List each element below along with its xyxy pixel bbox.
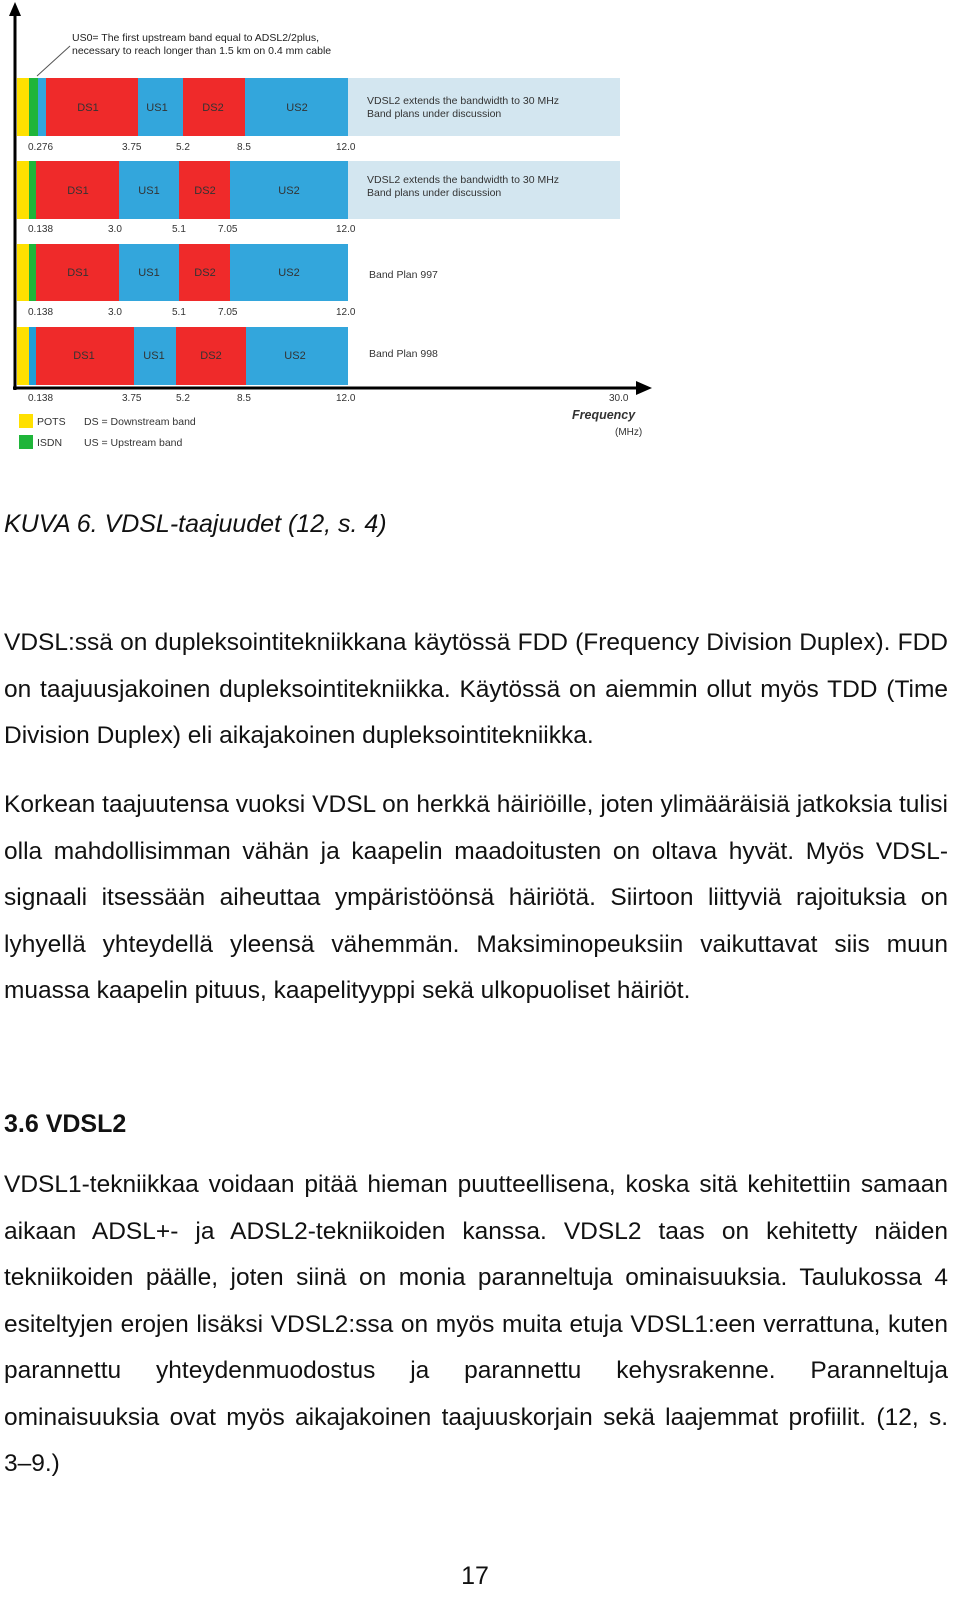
extension-note-line-2: Band plans under discussion <box>367 187 502 199</box>
band-label-us1: US1 <box>138 185 160 197</box>
extension-note-line-2: Band plans under discussion <box>367 108 502 120</box>
band-row-2 <box>17 161 620 235</box>
band-plan-997-label: Band Plan 997 <box>369 269 438 281</box>
band-label-us2: US2 <box>286 102 308 114</box>
frequency-unit: (MHz) <box>615 427 643 438</box>
legend <box>19 414 196 449</box>
axis-end-label: 30.0 <box>609 393 629 404</box>
band-label-ds2: DS2 <box>202 102 224 114</box>
band-isdn <box>29 327 36 385</box>
band-label-us2: US2 <box>278 267 300 279</box>
tick-label: 5.1 <box>172 224 186 235</box>
band-label-us1: US1 <box>146 102 168 114</box>
band-label-us2: US2 <box>284 350 306 362</box>
tick-label: 0.276 <box>28 142 54 153</box>
band-isdn <box>29 244 36 301</box>
tick-label: 8.5 <box>237 393 251 404</box>
tick-label: 5.2 <box>176 142 190 153</box>
legend-desc-upstream: US = Upstream band <box>84 437 183 449</box>
tick-label: 3.75 <box>122 142 142 153</box>
tick-label: 12.0 <box>336 307 356 318</box>
paragraph-vdsl2: VDSL1-tekniikkaa voidaan pitää hieman puutteellisena, koska sitä kehitettiin samaan aikaan ADSL+- ja ADSL2-tekniikoiden kanssa. VDSL2 taas on kehitetty näiden tekniikoiden päälle, joten siinä on monia paranneltuja ominaisuuksia. Taulukossa 4 esiteltyjen erojen lisäksi VDSL2:ssa on myös muita etuja VDSL1:een verrattuna, kuten parannettu yhteydenmuodostus ja parannettu kehysrakenne. Paranneltuja ominaisuuksia ovat myös aikajakoinen taajuuskorjain sekä laajemmat profiilit. (12, s. 3–9.) <box>4 1171 948 1477</box>
us0-note-line-1: US0= The first upstream band equal to ADSL2/2plus, <box>72 32 319 44</box>
band-row-1 <box>17 78 620 153</box>
us0-note-line-2: necessary to reach longer than 1.5 km on 0.4 mm cable <box>72 45 332 57</box>
tick-label: 12.0 <box>336 224 356 235</box>
legend-swatch-pots <box>19 414 33 428</box>
band-label-ds1: DS1 <box>77 102 99 114</box>
band-label-ds1: DS1 <box>73 350 95 362</box>
us0-pointer <box>37 46 70 76</box>
tick-label: 3.0 <box>108 307 122 318</box>
tick-label: 3.75 <box>122 393 142 404</box>
band-label-ds1: DS1 <box>67 185 89 197</box>
tick-label: 3.0 <box>108 224 122 235</box>
band-label-us2: US2 <box>278 185 300 197</box>
band-us0 <box>38 78 46 136</box>
horizontal-axis-arrow <box>636 381 652 395</box>
frequency-label: Frequency <box>572 408 636 422</box>
paragraph-interference: Korkean taajuutensa vuoksi VDSL on herkkä häiriöille, joten ylimääräisiä jatkoksia tulisi olla mahdollisimman vähän ja kaapelin maadoitusten on oltava hyvät. Myös VDSL-signaali itsessään aiheuttaa ympäristöönsä häiriötä. Siirtoon liittyviä rajoituksia on lyhyellä yhteydellä yleensä vähemmän. Maksiminopeuksiin vaikuttavat siis muun muassa kaapelin pituus, kaapelityyppi sekä ulkopuoliset häiriöt. <box>4 791 948 1004</box>
band-label-ds1: DS1 <box>67 267 89 279</box>
band-label-us1: US1 <box>138 267 160 279</box>
band-label-ds2: DS2 <box>194 185 216 197</box>
tick-label: 5.1 <box>172 307 186 318</box>
band-pots <box>17 244 29 301</box>
band-isdn <box>29 78 38 136</box>
page-number: 17 <box>461 1562 489 1590</box>
band-plan-998-label: Band Plan 998 <box>369 348 438 360</box>
tick-label: 7.05 <box>218 307 238 318</box>
band-pots <box>17 161 29 219</box>
band-isdn <box>29 161 36 219</box>
figure-caption: KUVA 6. VDSL-taajuudet (12, s. 4) <box>4 510 387 538</box>
legend-desc-downstream: DS = Downstream band <box>84 416 196 428</box>
tick-label: 12.0 <box>336 142 356 153</box>
tick-label: 0.138 <box>28 307 54 318</box>
band-pots <box>17 327 29 385</box>
band-row-4 <box>17 327 438 385</box>
band-extension <box>348 78 620 136</box>
tick-label: 7.05 <box>218 224 238 235</box>
extension-note-line-1: VDSL2 extends the bandwidth to 30 MHz <box>367 174 560 186</box>
band-label-ds2: DS2 <box>194 267 216 279</box>
vertical-axis-arrow <box>9 2 21 16</box>
legend-key-pots: POTS <box>37 416 66 428</box>
legend-key-isdn: ISDN <box>37 437 63 449</box>
tick-label: 0.138 <box>28 224 54 235</box>
tick-label: 12.0 <box>336 393 356 404</box>
band-label-ds2: DS2 <box>200 350 222 362</box>
band-pots <box>17 78 29 136</box>
tick-label: 5.2 <box>176 393 190 404</box>
extension-note-line-1: VDSL2 extends the bandwidth to 30 MHz <box>367 95 560 107</box>
paragraph-fdd: VDSL:ssä on dupleksointitekniikkana käytössä FDD (Frequency Division Duplex). FDD on taajuusjakoinen dupleksointitekniikka. Käytössä on aiemmin ollut myös TDD (Time Division Duplex) eli aikajakoinen dupleksointitekniikka. <box>4 629 948 749</box>
band-row-3 <box>17 244 438 318</box>
tick-label: 0.138 <box>28 393 54 404</box>
band-label-us1: US1 <box>143 350 165 362</box>
tick-label: 8.5 <box>237 142 251 153</box>
vdsl-band-plan-figure <box>0 0 670 470</box>
section-heading: 3.6 VDSL2 <box>4 1110 127 1138</box>
legend-swatch-isdn <box>19 435 33 449</box>
